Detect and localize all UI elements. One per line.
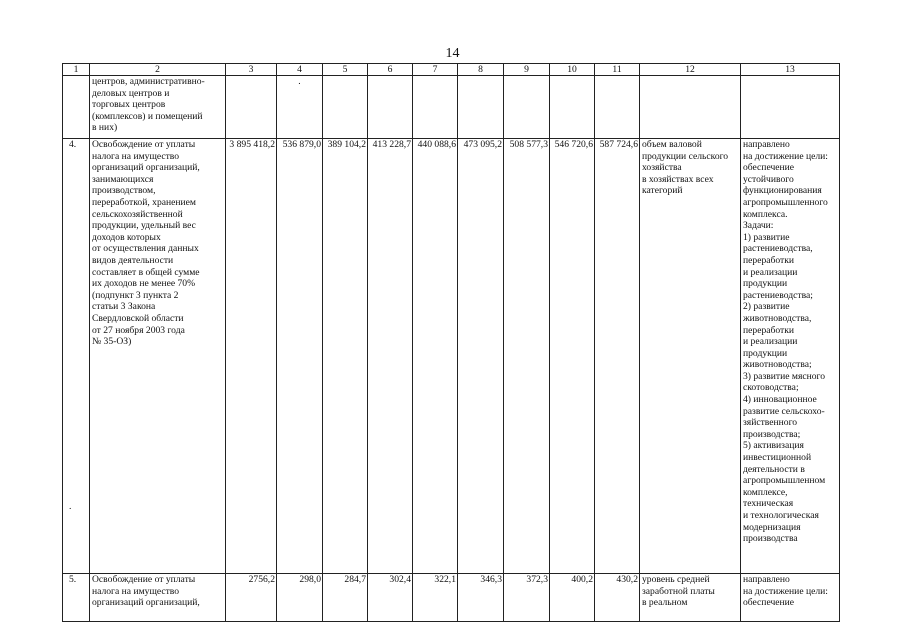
col-header: 12 (640, 64, 741, 76)
table-row-4 (63, 139, 840, 574)
col-header: 6 (368, 64, 413, 76)
goal-description: направлено на достижение цели: обеспечение устойчивого функционирования агропромышленного комплекса. Задачи: 1) развитие растениеводства, переработки и реализации продукции растениеводства; 2) развитие животноводства, переработки и реализации продукции животноводства; 3) развитие мясного скотоводства; 4) инновационное развитие сельскохо- зяйственного производства; 5) активизация инвестиционной деятельности в агропромышленном комплексе, техническая и технологическая модернизация производства (741, 139, 840, 574)
value-cell: 298,0 (277, 574, 323, 622)
stray-mark: . (69, 500, 72, 512)
indicator-description: объем валовой продукции сельского хозяйства в хозяйствах всех категорий (640, 139, 741, 574)
benefit-description: центров, административно- деловых центров и торговых центров (комплексов) и помещений в них) (90, 76, 226, 139)
col-header: 9 (504, 64, 550, 76)
value-cell: 536 879,0 (277, 139, 323, 574)
col-header: 2 (90, 64, 226, 76)
col-header: 4 (277, 64, 323, 76)
col-header: 13 (741, 64, 840, 76)
row-index: 5. (63, 574, 90, 622)
page-number: 14 (445, 46, 460, 61)
goal-description: направлено на достижение цели: обеспечение (741, 574, 840, 622)
value-cell: 413 228,7 (368, 139, 413, 574)
col-header: 7 (413, 64, 458, 76)
benefit-description: Освобождение от уплаты налога на имущество организаций организаций, (90, 574, 226, 622)
value-cell: 322,1 (413, 574, 458, 622)
value-cell: 389 104,2 (323, 139, 368, 574)
table-row-continuation (63, 76, 840, 139)
col-header: 10 (550, 64, 595, 76)
table-row-5 (63, 574, 840, 622)
value-cell: 473 095,2 (458, 139, 504, 574)
stray-mark: . (277, 76, 323, 139)
column-header-row (63, 64, 840, 76)
value-cell: 2756,2 (226, 574, 277, 622)
col-header: 5 (323, 64, 368, 76)
value-cell: 302,4 (368, 574, 413, 622)
value-cell: 400,2 (550, 574, 595, 622)
benefit-description: Освобождение от уплаты налога на имущество организаций организаций, занимающихся производством, переработкой, хранением сельскохозяйственной продукции, удельный вес доходов которых от осуществления данных видов деятельности составляет в общей сумме их доходов не менее 70% (подпункт 3 пункта 2 статьи 3 Закона Свердловской области от 27 ноября 2003 года № 35-ОЗ) (90, 139, 226, 574)
value-cell: 440 088,6 (413, 139, 458, 574)
value-cell: 508 577,3 (504, 139, 550, 574)
value-cell: 346,3 (458, 574, 504, 622)
tax-expenditure-table (62, 63, 840, 622)
indicator-description: уровень средней заработной платы в реальном (640, 574, 741, 622)
value-cell: 546 720,6 (550, 139, 595, 574)
col-header: 3 (226, 64, 277, 76)
col-header: 8 (458, 64, 504, 76)
value-cell: 372,3 (504, 574, 550, 622)
value-cell: 587 724,6 (595, 139, 640, 574)
value-cell: 430,2 (595, 574, 640, 622)
value-cell: 3 895 418,2 (226, 139, 277, 574)
row-index: 4. . (63, 139, 90, 574)
col-header: 11 (595, 64, 640, 76)
col-header: 1 (63, 64, 90, 76)
value-cell: 284,7 (323, 574, 368, 622)
